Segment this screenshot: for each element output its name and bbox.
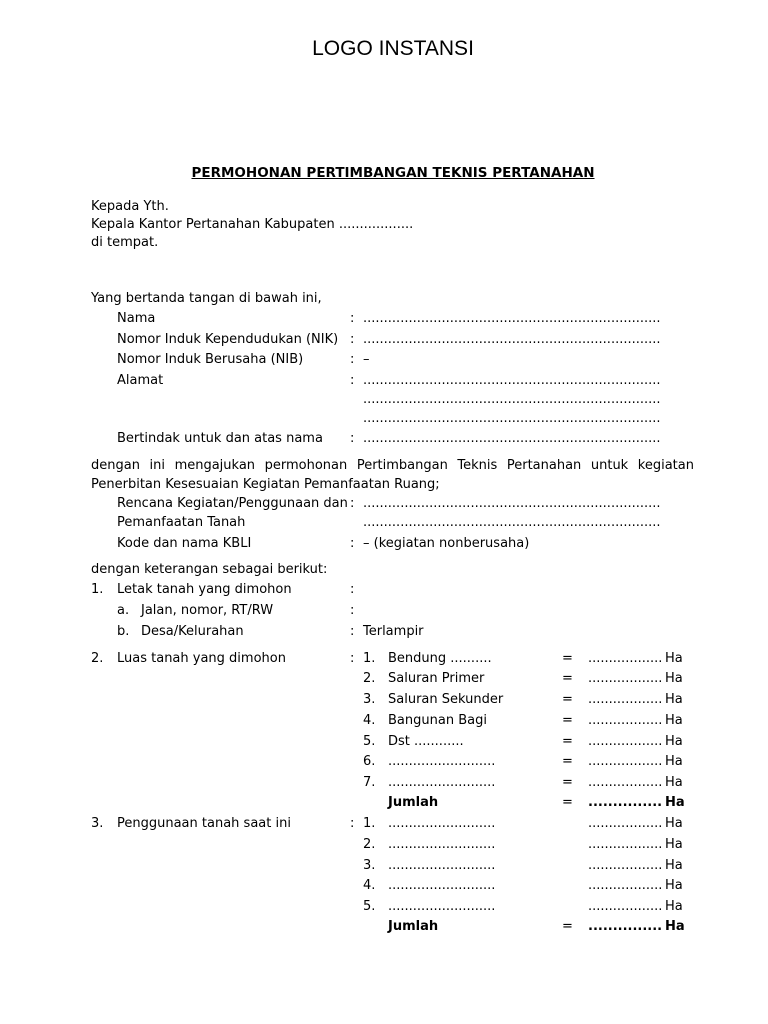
table-row-number: 6. bbox=[363, 754, 376, 769]
unit-ha: Ha bbox=[665, 734, 683, 749]
recipient-line-1: Kepada Yth. bbox=[91, 199, 169, 214]
item1b-label: Desa/Kelurahan bbox=[141, 624, 244, 639]
details-intro: dengan keterangan sebagai berikut: bbox=[91, 562, 328, 577]
colon: : bbox=[350, 582, 355, 597]
table-row-number: 2. bbox=[363, 671, 376, 686]
unit-ha: Ha bbox=[665, 878, 683, 893]
area-value: .................. bbox=[588, 775, 663, 790]
equals-sign: = bbox=[562, 754, 573, 769]
colon: : bbox=[350, 624, 355, 639]
table-row-number: 5. bbox=[363, 734, 376, 749]
table-row-name: Saluran Primer bbox=[388, 671, 485, 686]
table-row-name: .......................... bbox=[388, 775, 496, 790]
table-row-name: Saluran Sekunder bbox=[388, 692, 504, 707]
table-row-name: Bangunan Bagi bbox=[388, 713, 487, 728]
unit-ha: Ha bbox=[665, 671, 683, 686]
table-row-number: 4. bbox=[363, 713, 376, 728]
alamat-field-line-3: ........................................................................ bbox=[363, 411, 661, 426]
rencana-label-line-2: Pemanfaatan Tanah bbox=[117, 515, 246, 530]
nik-field: ........................................................................ bbox=[363, 332, 661, 347]
unit-ha: Ha bbox=[665, 692, 683, 707]
table-row-name: .......................... bbox=[388, 899, 496, 914]
item-number: 3. bbox=[91, 816, 104, 831]
colon: : bbox=[350, 373, 355, 388]
table-row-name: .......................... bbox=[388, 754, 496, 769]
total-label: Jumlah bbox=[388, 919, 439, 934]
table-row-name: .......................... bbox=[388, 816, 496, 831]
alamat-label: Alamat bbox=[117, 373, 164, 388]
equals-sign: = bbox=[562, 692, 573, 707]
equals-sign: = bbox=[562, 734, 573, 749]
unit-ha: Ha bbox=[665, 837, 683, 852]
bertindak-label: Bertindak untuk dan atas nama bbox=[117, 431, 323, 446]
item-number: 2. bbox=[91, 651, 104, 666]
rencana-label-line-1: Rencana Kegiatan/Penggunaan dan bbox=[117, 496, 348, 511]
item3-label: Penggunaan tanah saat ini bbox=[117, 816, 291, 831]
unit-ha: Ha bbox=[665, 651, 683, 666]
equals-sign: = bbox=[562, 919, 573, 934]
unit-ha: Ha bbox=[665, 919, 685, 934]
area-value: .................. bbox=[588, 713, 663, 728]
total-label: Jumlah bbox=[388, 795, 439, 810]
unit-ha: Ha bbox=[665, 713, 683, 728]
nib-label: Nomor Induk Berusaha (NIB) bbox=[117, 352, 304, 367]
colon: : bbox=[350, 311, 355, 326]
applicant-intro: Yang bertanda tangan di bawah ini, bbox=[91, 291, 322, 306]
colon: : bbox=[350, 332, 355, 347]
table-row-number: 3. bbox=[363, 692, 376, 707]
colon: : bbox=[350, 536, 355, 551]
unit-ha: Ha bbox=[665, 795, 685, 810]
table-row-number: 1. bbox=[363, 651, 376, 666]
nik-label: Nomor Induk Kependudukan (NIK) bbox=[117, 332, 339, 347]
document-title: PERMOHONAN PERTIMBANGAN TEKNIS PERTANAHAN bbox=[191, 165, 595, 181]
colon: : bbox=[350, 603, 355, 618]
alamat-field-line-1: ........................................................................ bbox=[363, 373, 661, 388]
colon: : bbox=[350, 816, 355, 831]
unit-ha: Ha bbox=[665, 899, 683, 914]
table-row-name: .......................... bbox=[388, 858, 496, 873]
table-row-number: 2. bbox=[363, 837, 376, 852]
recipient-line-3: di tempat. bbox=[91, 235, 159, 250]
area-value: .................. bbox=[588, 899, 663, 914]
equals-sign: = bbox=[562, 713, 573, 728]
item1b-value: Terlampir bbox=[363, 624, 424, 639]
area-value: .................. bbox=[588, 816, 663, 831]
rencana-field-line-2: ........................................................................ bbox=[363, 515, 661, 530]
total-value: ............... bbox=[588, 795, 663, 810]
equals-sign: = bbox=[562, 795, 573, 810]
request-paragraph-line-2: Penerbitan Kesesuaian Kegiatan Pemanfaatan Ruang; bbox=[91, 477, 440, 492]
area-value: .................. bbox=[588, 651, 663, 666]
table-row-name: .......................... bbox=[388, 837, 496, 852]
area-value: .................. bbox=[588, 734, 663, 749]
item1a-label: Jalan, nomor, RT/RW bbox=[141, 603, 274, 618]
item1-label: Letak tanah yang dimohon bbox=[117, 582, 292, 597]
area-value: .................. bbox=[588, 692, 663, 707]
area-value: .................. bbox=[588, 671, 663, 686]
item2-label: Luas tanah yang dimohon bbox=[117, 651, 286, 666]
unit-ha: Ha bbox=[665, 775, 683, 790]
colon: : bbox=[350, 651, 355, 666]
unit-ha: Ha bbox=[665, 858, 683, 873]
nib-value: – bbox=[363, 352, 370, 367]
table-row-name: .......................... bbox=[388, 878, 496, 893]
kbli-value: – (kegiatan nonberusaha) bbox=[363, 536, 530, 551]
bertindak-field: ........................................................................ bbox=[363, 431, 661, 446]
sub-item-letter: a. bbox=[117, 603, 130, 618]
recipient-line-2: Kepala Kantor Pertanahan Kabupaten .................. bbox=[91, 217, 414, 232]
table-row-number: 5. bbox=[363, 899, 376, 914]
equals-sign: = bbox=[562, 775, 573, 790]
colon: : bbox=[350, 352, 355, 367]
table-row-number: 7. bbox=[363, 775, 376, 790]
alamat-field-line-2: ........................................................................ bbox=[363, 392, 661, 407]
colon: : bbox=[350, 496, 355, 511]
table-row-number: 1. bbox=[363, 816, 376, 831]
area-value: .................. bbox=[588, 858, 663, 873]
unit-ha: Ha bbox=[665, 816, 683, 831]
colon: : bbox=[350, 431, 355, 446]
item-number: 1. bbox=[91, 582, 104, 597]
area-value: .................. bbox=[588, 837, 663, 852]
table-row-name: Bendung .......... bbox=[388, 651, 492, 666]
area-value: .................. bbox=[588, 754, 663, 769]
request-paragraph-line-1: dengan ini mengajukan permohonan Pertimbangan Teknis Pertanahan untuk kegiatan bbox=[91, 458, 694, 473]
nama-label: Nama bbox=[117, 311, 156, 326]
nama-field: ........................................................................ bbox=[363, 311, 661, 326]
area-value: .................. bbox=[588, 878, 663, 893]
table-row-name: Dst ............ bbox=[388, 734, 464, 749]
unit-ha: Ha bbox=[665, 754, 683, 769]
rencana-field-line-1: ........................................................................ bbox=[363, 496, 661, 511]
logo-placeholder-text: LOGO INSTANSI bbox=[312, 37, 474, 60]
equals-sign: = bbox=[562, 671, 573, 686]
kbli-label: Kode dan nama KBLI bbox=[117, 536, 252, 551]
total-value: ............... bbox=[588, 919, 663, 934]
equals-sign: = bbox=[562, 651, 573, 666]
sub-item-letter: b. bbox=[117, 624, 130, 639]
table-row-number: 3. bbox=[363, 858, 376, 873]
table-row-number: 4. bbox=[363, 878, 376, 893]
